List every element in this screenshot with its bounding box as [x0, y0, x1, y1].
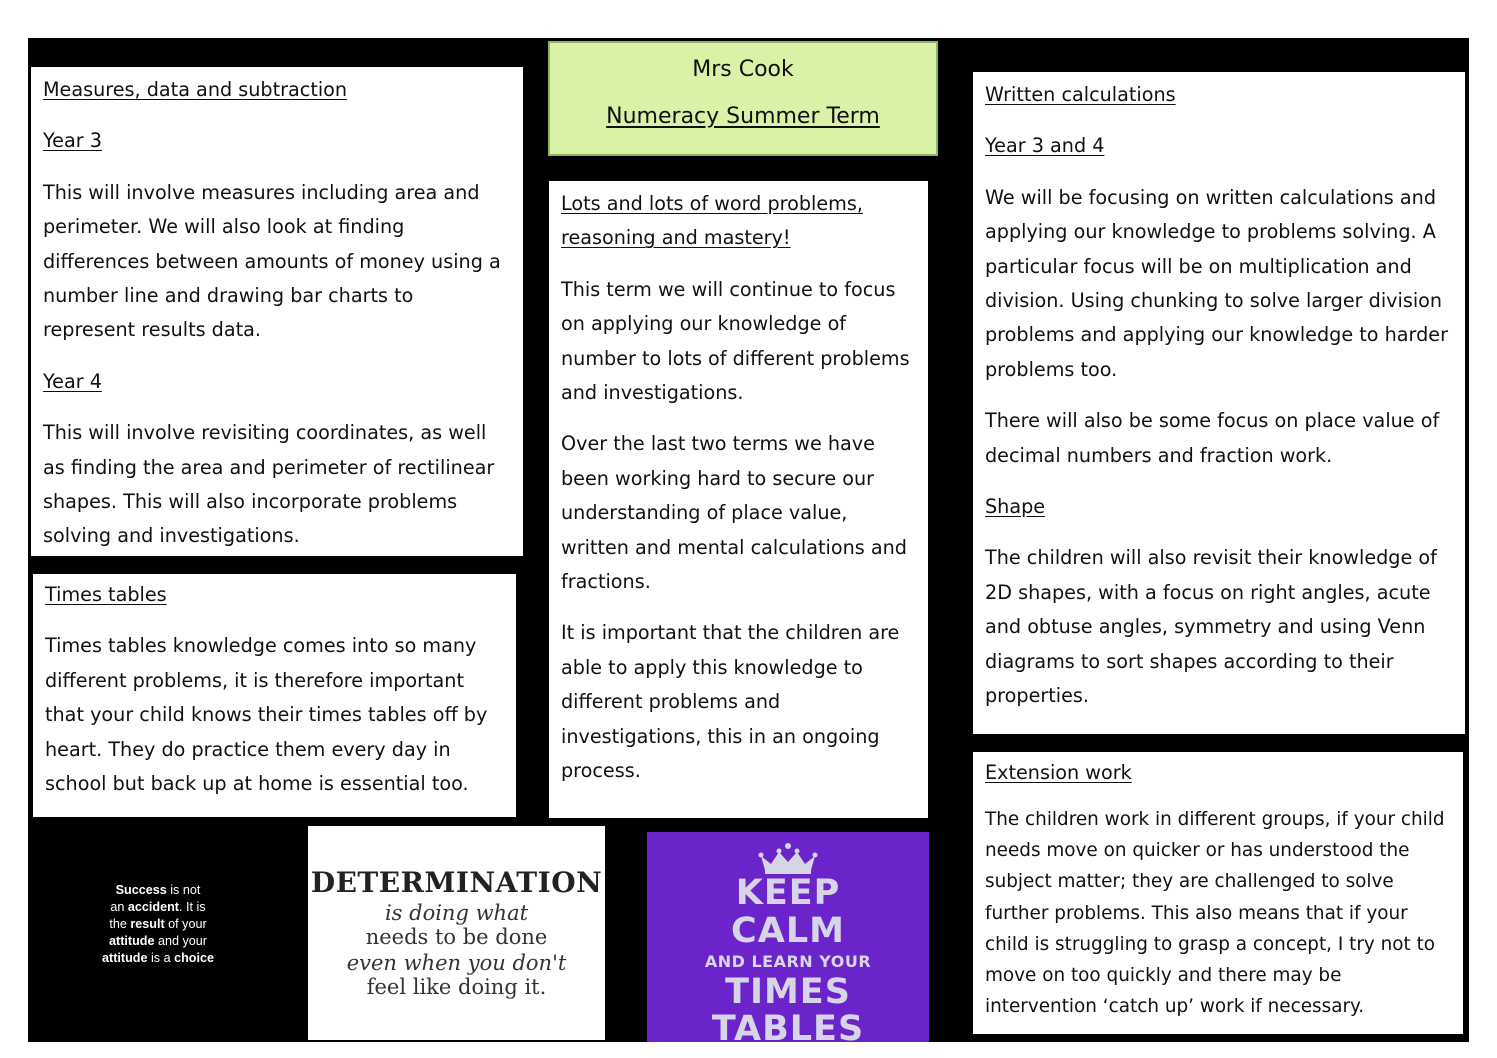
- year4-text: This will involve revisiting coordinates, as well as finding the area and perimeter of rectilinear shapes. This will also incorporate problems solving and investigations.: [43, 421, 495, 548]
- word-problems-heading: Lots and lots of word problems, reasoning and mastery!: [561, 192, 863, 250]
- written-heading: Written calculations: [985, 83, 1176, 106]
- word-problems-para2: Over the last two terms we have been working hard to secure our understanding of place value, written and mental calculations and fractions.: [561, 432, 907, 594]
- shape-text: The children will also revisit their knowledge of 2D shapes, with a focus on right angles, acute and obtuse angles, symmetry and using Venn diagrams to sort shapes according to their properties.: [985, 546, 1437, 708]
- title-box: [548, 41, 938, 156]
- crown-icon: [647, 840, 929, 874]
- determination-quote-image: DETERMINATION is doing what needs to be done even when you don't feel like doing it.: [308, 826, 605, 1040]
- extension-text: The children work in different groups, if your child needs move on quicker or has understood the subject matter; they are challenged to solve further problems. This also means that if your child is struggling to grasp a concept, I try not to move on too quickly and there may be intervention ‘catch up’ work if necessary.: [985, 809, 1445, 1018]
- keep-calm-poster-image: KEEP CALM AND LEARN YOUR TIMES TABLES: [647, 832, 929, 1042]
- year3-heading: Year 3: [43, 129, 102, 153]
- success-quote-source: [58, 969, 258, 977]
- word-problems-box: [549, 181, 928, 818]
- word-problems-para3: It is important that the children are able to apply this knowledge to different problems and investigations, this in an ongoing process.: [561, 621, 900, 783]
- written-sub-heading: Year 3 and 4: [985, 134, 1105, 158]
- times-tables-text: Times tables knowledge comes into so many different problems, it is therefore important that your child knows their times tables off by heart. They do practice them every day in school but back up at home is essential too.: [45, 634, 488, 796]
- extension-heading: Extension work: [985, 761, 1132, 784]
- extension-work-box: [973, 752, 1463, 1034]
- teacher-name: Mrs Cook: [692, 57, 794, 82]
- written-para2: There will also be some focus on place value of decimal numbers and fraction work.: [985, 409, 1440, 467]
- measures-box: [31, 67, 523, 556]
- measures-heading: Measures, data and subtraction: [43, 78, 348, 101]
- shape-heading: Shape: [985, 495, 1046, 519]
- year3-text: This will involve measures including area and perimeter. We will also look at finding differences between amounts of money using a number line and drawing bar charts to represent results data.: [43, 180, 501, 342]
- page-title: Numeracy Summer Term: [606, 104, 880, 129]
- year4-heading: Year 4: [43, 369, 102, 393]
- written-calculations-box: [973, 72, 1465, 734]
- success-quote-image: Success is not an accident. It is the result of your attitude and your attitude is a choice: [58, 870, 258, 985]
- written-para1: We will be focusing on written calculations and applying our knowledge to problems solving. A particular focus will be on multiplication and division. Using chunking to solve larger division problems and applying our knowledge to harder problems too.: [985, 185, 1448, 381]
- times-tables-box: [33, 574, 516, 817]
- times-tables-heading: Times tables: [45, 583, 167, 606]
- word-problems-para1: This term we will continue to focus on applying our knowledge of number to lots of different problems and investigations.: [561, 277, 910, 405]
